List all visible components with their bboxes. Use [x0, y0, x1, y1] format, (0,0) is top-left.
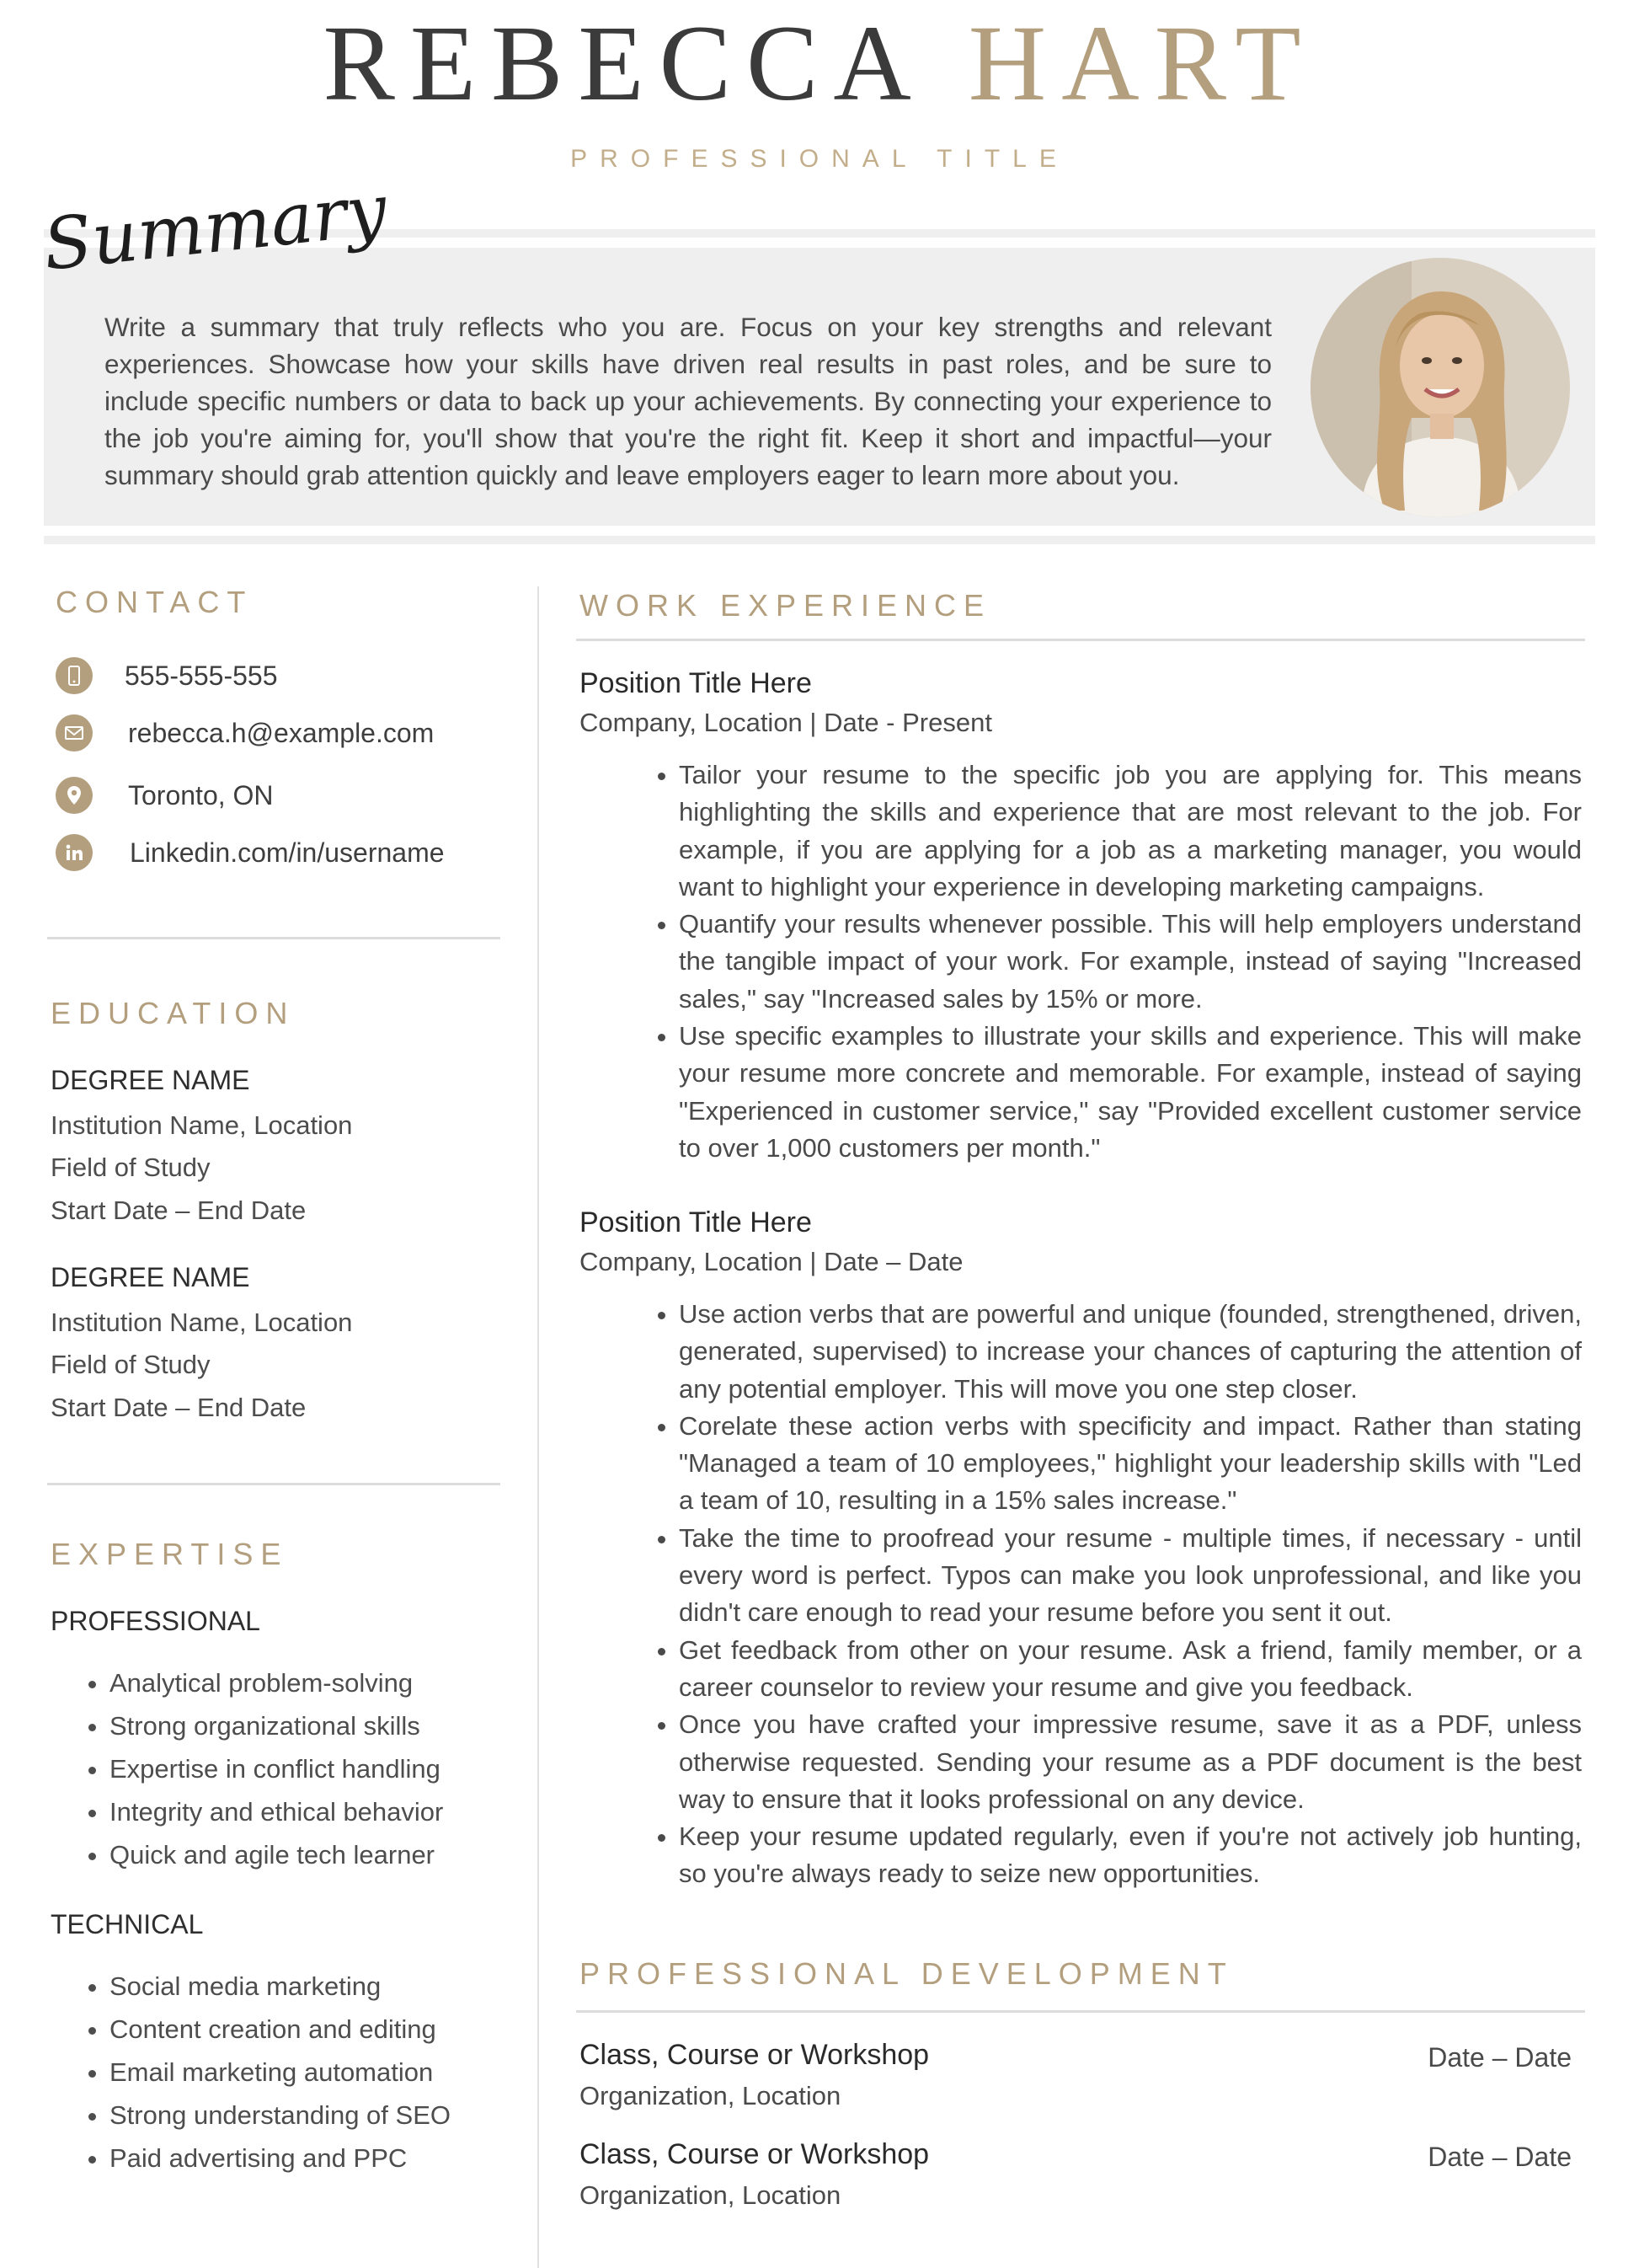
- job-bullet: • Quantify your results whenever possible. This will help employers understand the tangible impact of your work. For example, instead of saying "Increased sales," say "Increased sales by 15% or more.: [679, 906, 1582, 1018]
- email-icon: [56, 714, 93, 752]
- first-name: REBECCA: [323, 3, 926, 123]
- course-dates: Date – Date: [1428, 2042, 1572, 2073]
- job-meta: Company, Location | Date - Present: [579, 708, 992, 737]
- course-dates: Date – Date: [1428, 2142, 1572, 2172]
- job-bullets: [579, 757, 1582, 1167]
- expertise-heading: EXPERTISE: [51, 1537, 289, 1571]
- job-title: Position Title Here: [579, 667, 812, 699]
- job-bullet: • Once you have crafted your impressive resume, save it as a PDF, unless otherwise requested. Sending your resume as a PDF document is the best way to ensure that it looks professional on any device.: [679, 1706, 1582, 1818]
- skill-item: • Expertise in conflict handling: [109, 1747, 443, 1790]
- contact-phone: [56, 657, 277, 694]
- job-bullet: • Keep your resume updated regularly, even if you're not actively job hunting, so you're always ready to seize new opportunities.: [679, 1818, 1582, 1893]
- skill-item: • Social media marketing: [109, 1965, 451, 2008]
- summary-band-bottom-line: [44, 536, 1595, 544]
- last-name: HART: [968, 3, 1316, 123]
- linkedin-text[interactable]: Linkedin.com/in/username: [130, 837, 445, 868]
- skill-item: • Content creation and editing: [109, 2008, 451, 2051]
- job-bullet: • Use specific examples to illustrate your skills and experience. This will make your resume more concrete and memorable. For example, instead of saying "Experienced in customer service," say "Provided excellent customer service to over 1,000 customers per month.": [679, 1018, 1582, 1167]
- contact-linkedin: [56, 834, 445, 871]
- degree-name: DEGREE NAME: [51, 1262, 250, 1292]
- education-divider: [47, 1483, 500, 1485]
- job-bullet: • Use action verbs that are powerful and unique (founded, strengthened, driven, generated, supervised) to increase your chances of capturing the attention of any potential employer. This will move you one step closer.: [679, 1296, 1582, 1408]
- course-organization: Organization, Location: [579, 2081, 841, 2110]
- professional-development-divider: [576, 2010, 1585, 2013]
- skill-item: • Strong understanding of SEO: [109, 2094, 451, 2137]
- technical-skills-list: [51, 1965, 451, 2180]
- job-bullet: • Get feedback from other on your resume. Ask a friend, family member, or a career counselor to review your resume and give you feedback.: [679, 1632, 1582, 1707]
- job-title: Position Title Here: [579, 1206, 812, 1238]
- professional-title: PROFESSIONAL TITLE: [570, 145, 1069, 173]
- professional-skills-label: PROFESSIONAL: [51, 1606, 260, 1636]
- professional-development-heading: PROFESSIONAL DEVELOPMENT: [579, 1956, 1234, 1991]
- course-title: Class, Course or Workshop: [579, 2138, 930, 2170]
- professional-skills-list: [51, 1661, 443, 1876]
- skill-item: • Paid advertising and PPC: [109, 2137, 451, 2180]
- column-divider: [537, 586, 539, 2268]
- job-bullet: • Take the time to proofread your resume - multiple times, if necessary - until every word is perfect. Typos can make you look unprofessional, and like you didn't care enough to read your resume before you sent it out.: [679, 1520, 1582, 1632]
- phone-icon: [56, 657, 93, 694]
- education-dates: Start Date – End Date: [51, 1393, 307, 1422]
- job-bullets: [579, 1296, 1582, 1893]
- contact-location: [56, 777, 274, 814]
- field-of-study: Field of Study: [51, 1350, 211, 1379]
- work-experience-divider: [576, 639, 1585, 641]
- institution-name: Institution Name, Location: [51, 1110, 353, 1140]
- education-heading: EDUCATION: [51, 996, 296, 1030]
- location-text: Toronto, ON: [128, 779, 274, 810]
- skill-item: • Strong organizational skills: [109, 1704, 443, 1747]
- skill-item: • Email marketing automation: [109, 2051, 451, 2094]
- skill-item: • Integrity and ethical behavior: [109, 1790, 443, 1833]
- profile-photo: [1311, 258, 1570, 517]
- contact-email: [56, 714, 434, 752]
- linkedin-icon: [56, 834, 93, 871]
- phone-text: 555-555-555: [125, 660, 278, 691]
- technical-skills-label: TECHNICAL: [51, 1909, 204, 1939]
- job-meta: Company, Location | Date – Date: [579, 1247, 964, 1276]
- contact-divider: [47, 937, 500, 939]
- email-text[interactable]: rebecca.h@example.com: [128, 717, 435, 748]
- skill-item: • Quick and agile tech learner: [109, 1833, 443, 1876]
- summary-heading: Summary: [39, 168, 391, 286]
- skill-item: • Analytical problem-solving: [109, 1661, 443, 1704]
- education-dates: Start Date – End Date: [51, 1196, 307, 1225]
- contact-heading: CONTACT: [56, 585, 254, 619]
- course-title: Class, Course or Workshop: [579, 2039, 930, 2071]
- work-experience-heading: WORK EXPERIENCE: [579, 588, 992, 623]
- field-of-study: Field of Study: [51, 1153, 211, 1182]
- location-pin-icon: [56, 777, 93, 814]
- course-organization: Organization, Location: [579, 2180, 841, 2210]
- job-bullet: • Tailor your resume to the specific job you are applying for. This means highlighting the skills and experience that are most relevant to the job. For example, if you are applying for a job as a marketing manager, you would want to highlight your experience in developing marketing campaigns.: [679, 757, 1582, 906]
- resume-name: [0, 3, 1639, 123]
- summary-text: Write a summary that truly reflects who you are. Focus on your key strengths and relevant experiences. Showcase how your skills have driven real results in past roles, and be sure to include specific numbers or data to back up your achievements. By connecting your experience to the job you're aiming for, you'll show that you're the right fit. Keep it short and impactful—your summary should grab attention quickly and leave employers eager to learn more about you.: [104, 312, 1272, 490]
- job-bullet: • Corelate these action verbs with specificity and impact. Rather than stating "Managed a team of 10 employees," highlight your leadership skills with "Led a team of 10, resulting in a 15% sales increase.": [679, 1408, 1582, 1520]
- institution-name: Institution Name, Location: [51, 1308, 353, 1337]
- degree-name: DEGREE NAME: [51, 1065, 250, 1095]
